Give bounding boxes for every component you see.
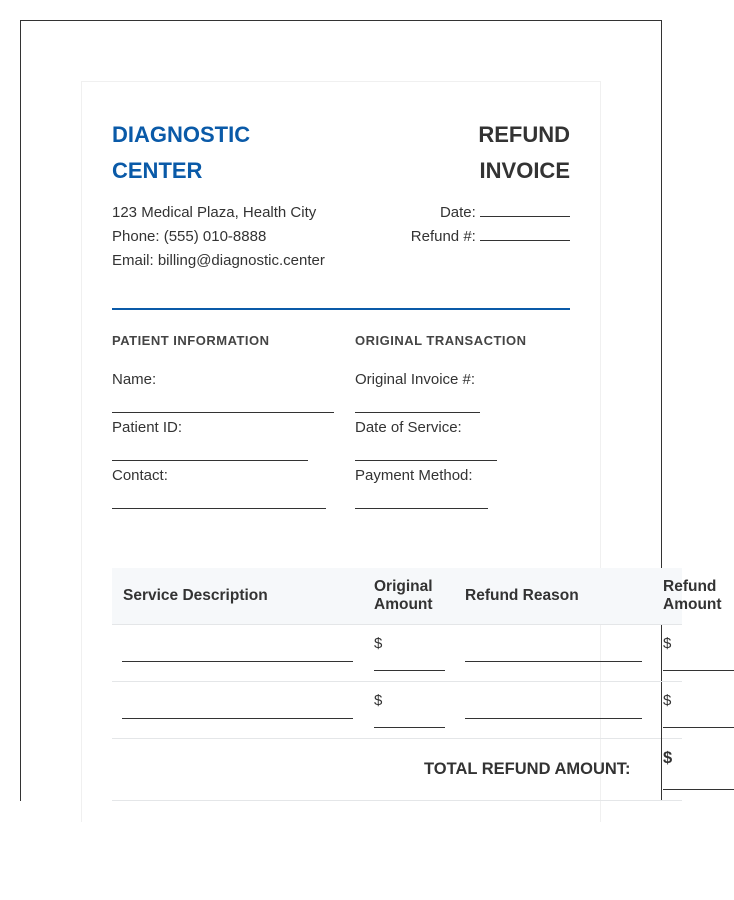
invoice-sheet (81, 81, 601, 822)
date-row (362, 201, 570, 225)
row2-refund-currency: $ (663, 692, 672, 709)
patient-id-label: Patient ID: (112, 419, 183, 436)
row-divider (112, 800, 682, 801)
document-title-line2: INVOICE (479, 158, 570, 183)
header-divider (112, 308, 570, 310)
original-transaction-heading: ORIGINAL TRANSACTION (355, 333, 527, 348)
row1-service-field[interactable] (122, 660, 353, 662)
row1-refund-reason-field[interactable] (465, 660, 642, 662)
total-refund-currency: $ (663, 749, 673, 767)
patient-contact-field[interactable] (112, 507, 326, 509)
row1-original-amount-field[interactable] (374, 669, 445, 671)
company-email: Email: billing@diagnostic.center (112, 252, 325, 269)
col-refund-reason: Refund Reason (465, 587, 579, 604)
document-title-line1: REFUND (478, 122, 570, 147)
refund-number-field[interactable] (480, 226, 570, 241)
document-title (392, 117, 570, 189)
invoice-meta (362, 201, 570, 249)
col-service-description: Service Description (123, 587, 268, 604)
company-name (112, 117, 342, 189)
total-refund-amount-field[interactable] (663, 788, 734, 790)
date-label: Date: (439, 204, 476, 221)
date-field[interactable] (480, 202, 570, 217)
row2-refund-reason-field[interactable] (465, 717, 642, 719)
company-name-line1: DIAGNOSTIC (112, 122, 251, 147)
total-refund-label: TOTAL REFUND AMOUNT: (424, 760, 631, 778)
patient-name-field[interactable] (112, 411, 334, 413)
company-contact-block (112, 201, 325, 273)
patient-contact-label: Contact: (112, 467, 168, 484)
row1-refund-currency: $ (663, 635, 672, 652)
col-original-amount: Original Amount (374, 578, 433, 613)
row-divider (112, 681, 682, 682)
refund-number-label: Refund #: (410, 228, 476, 245)
original-invoice-label: Original Invoice #: (355, 371, 476, 388)
page-frame (20, 20, 722, 801)
refund-table-header (112, 568, 722, 624)
original-invoice-field[interactable] (355, 411, 480, 413)
row-divider (112, 624, 682, 625)
refund-number-row (362, 225, 570, 249)
col-refund-amount: Refund Amount (663, 578, 722, 613)
patient-info-heading: PATIENT INFORMATION (112, 333, 270, 348)
service-date-label: Date of Service: (355, 419, 462, 436)
row1-original-currency: $ (374, 635, 383, 652)
total-cell-border (661, 738, 662, 801)
row1-refund-amount-field[interactable] (663, 669, 734, 671)
patient-name-label: Name: (112, 371, 157, 388)
row2-refund-amount-field[interactable] (663, 726, 734, 728)
company-phone: Phone: (555) 010-8888 (112, 228, 267, 245)
row-divider (112, 738, 682, 739)
row2-original-amount-field[interactable] (374, 726, 445, 728)
company-address: 123 Medical Plaza, Health City (112, 204, 317, 221)
company-name-line2: CENTER (112, 158, 203, 183)
payment-method-label: Payment Method: (355, 467, 473, 484)
payment-method-field[interactable] (355, 507, 488, 509)
service-date-field[interactable] (355, 459, 497, 461)
patient-id-field[interactable] (112, 459, 308, 461)
row2-service-field[interactable] (122, 717, 353, 719)
row2-original-currency: $ (374, 692, 383, 709)
